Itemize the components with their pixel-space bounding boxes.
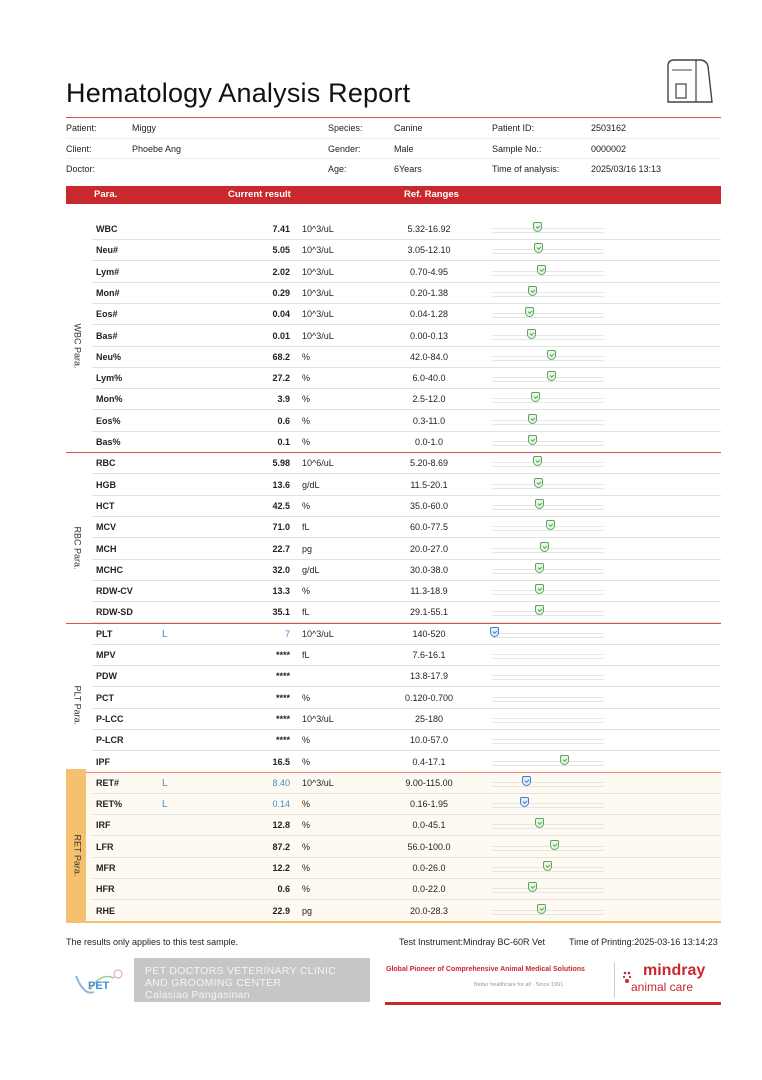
param-name: Lym# (96, 266, 120, 277)
group-label: WBC Para. (72, 323, 83, 369)
param-name: Mon% (96, 394, 123, 405)
param-name: RDW-CV (96, 586, 133, 597)
result-value: 0.14 (272, 799, 290, 810)
normal-marker-icon (534, 478, 543, 488)
result-row (66, 517, 721, 538)
reference-range: 0.120-0.700 (404, 692, 454, 703)
param-name: P-LCR (96, 735, 124, 746)
reference-range: 29.1-55.1 (409, 607, 449, 618)
normal-marker-icon (533, 222, 542, 232)
normal-marker-icon (535, 584, 544, 594)
result-unit: 10^3/uL (302, 628, 334, 639)
range-bar (492, 292, 604, 297)
range-bar (492, 420, 604, 425)
abnormal-flag: L (162, 777, 168, 789)
result-row (66, 411, 721, 432)
result-value: **** (275, 713, 290, 724)
normal-marker-icon (527, 329, 536, 339)
reference-range: 140-520 (412, 628, 446, 639)
param-name: Bas% (96, 437, 121, 447)
result-unit: pg (302, 543, 313, 554)
low-marker-icon (522, 776, 531, 786)
result-value: 13.6 (272, 479, 290, 490)
param-name: Neu# (96, 245, 119, 256)
pet-doctors-logo (70, 962, 130, 1000)
param-name: Mon# (96, 287, 120, 298)
result-value: 7 (284, 628, 290, 639)
result-unit: 10^3/uL (302, 330, 334, 341)
group-label: RBC Para. (72, 526, 83, 570)
mindray-animal-care: animal care (631, 980, 694, 994)
normal-marker-icon (543, 861, 552, 871)
reference-range: 5.20-8.69 (409, 458, 449, 469)
result-value: 0.04 (272, 309, 290, 320)
reference-range: 10.0-57.0 (409, 735, 449, 746)
normal-marker-icon (528, 414, 537, 424)
result-row (66, 347, 721, 368)
reference-range: 0.4-17.1 (412, 756, 446, 767)
low-marker-icon (490, 627, 499, 637)
range-bar (492, 803, 604, 808)
reference-range: 0.70-4.95 (409, 266, 449, 277)
range-bar (492, 846, 604, 851)
result-unit: fL (302, 522, 310, 533)
range-bar (492, 335, 604, 340)
result-value: 87.2 (272, 841, 290, 852)
reference-range: 25-180 (414, 713, 444, 724)
param-name: HFR (96, 884, 115, 895)
range-bar (492, 739, 604, 744)
patient-value: Miggy (132, 123, 157, 133)
clinic-name-line2: AND GROOMING CENTER (145, 977, 282, 989)
result-row (66, 645, 721, 666)
reference-range: 5.32-16.92 (407, 224, 451, 234)
result-row (66, 539, 721, 560)
reference-range: 0.0-22.0 (412, 884, 446, 895)
result-value: 35.1 (272, 607, 290, 618)
gender-label: Gender: (328, 144, 361, 154)
result-unit: % (302, 863, 311, 873)
reference-range: 60.0-77.5 (409, 522, 449, 533)
result-value: 71.0 (272, 522, 290, 533)
result-unit: 10^3/uL (302, 287, 334, 298)
range-bar (492, 271, 604, 276)
result-row (66, 815, 721, 836)
result-unit: % (302, 735, 311, 746)
header-current-result: Current result (228, 189, 291, 200)
param-name: Neu% (96, 351, 122, 362)
param-name: Eos% (96, 415, 121, 426)
result-value: **** (275, 692, 290, 703)
reference-range: 7.6-16.1 (412, 650, 446, 660)
result-unit: g/dL (302, 479, 320, 490)
param-name: RBC (96, 458, 116, 469)
result-row (66, 602, 721, 623)
age-value: 6Years (394, 164, 422, 174)
normal-marker-icon (540, 542, 549, 552)
result-row (66, 304, 721, 325)
param-name: IRF (96, 820, 111, 831)
result-row (66, 794, 721, 815)
title-rule (66, 117, 721, 118)
result-unit: % (302, 500, 311, 511)
info-divider-1 (66, 138, 721, 139)
result-unit: fL (302, 607, 310, 618)
result-row (66, 730, 721, 751)
abnormal-flag: L (162, 628, 168, 640)
range-bar (492, 761, 604, 766)
result-unit: 10^3/uL (302, 777, 334, 788)
result-unit: 10^3/uL (302, 245, 334, 256)
param-name: P-LCC (96, 713, 124, 724)
result-value: 0.1 (277, 437, 290, 447)
client-value: Phoebe Ang (132, 144, 182, 154)
param-name: MCH (96, 543, 117, 554)
reference-range: 6.0-40.0 (412, 373, 446, 384)
normal-marker-icon (547, 350, 556, 360)
range-bar (492, 718, 604, 723)
param-name: PCT (96, 692, 114, 703)
results-note: The results only applies to this test sample. (66, 937, 239, 947)
param-name: WBC (96, 224, 118, 234)
group-label: PLT Para. (72, 685, 83, 726)
result-value: 8.40 (272, 777, 290, 788)
param-name: RHE (96, 905, 116, 916)
param-name: RDW-SD (96, 607, 133, 618)
result-value: 22.7 (272, 543, 290, 554)
range-bar (492, 505, 604, 510)
reference-range: 42.0-84.0 (409, 351, 449, 362)
patient-id-value: 2503162 (591, 123, 627, 133)
patient-id-label: Patient ID: (492, 123, 535, 133)
param-name: PDW (96, 671, 117, 682)
abnormal-flag: L (162, 799, 168, 811)
result-value: 12.8 (272, 820, 290, 831)
result-row (66, 560, 721, 581)
group-label: RET Para. (72, 834, 83, 877)
result-unit: % (302, 351, 311, 362)
result-value: 68.2 (272, 351, 290, 362)
range-bar (492, 824, 604, 829)
result-value: 0.01 (272, 330, 290, 341)
param-name: HGB (96, 479, 116, 490)
result-row (66, 858, 721, 879)
normal-marker-icon (534, 243, 543, 253)
range-bar (492, 569, 604, 574)
report-title: Hematology Analysis Report (66, 78, 411, 108)
param-name: HCT (96, 500, 115, 511)
range-bar (492, 888, 604, 893)
result-unit: 10^3/uL (302, 224, 334, 234)
clinic-location: Calasiao Pangasinan (145, 989, 250, 1001)
reference-range: 11.3-18.9 (410, 586, 448, 597)
result-row (66, 283, 721, 304)
result-row (66, 219, 721, 240)
range-bar (492, 441, 604, 446)
sample-no-value: 0000002 (591, 144, 627, 154)
param-name: Bas# (96, 330, 118, 341)
param-name: LFR (96, 841, 114, 852)
result-unit: % (302, 820, 311, 831)
result-value: 16.5 (272, 756, 290, 767)
range-bar (492, 228, 604, 233)
result-value: 3.9 (277, 394, 290, 405)
result-row (66, 475, 721, 496)
param-name: MFR (96, 863, 116, 873)
info-divider-2 (66, 158, 721, 159)
reference-range: 2.5-12.0 (412, 394, 446, 405)
result-value: 2.02 (272, 266, 290, 277)
normal-marker-icon (531, 392, 540, 402)
species-label: Species: (328, 123, 363, 133)
reference-range: 3.05-12.10 (407, 245, 451, 256)
result-value: 42.5 (272, 500, 290, 511)
reference-range: 13.8-17.9 (409, 671, 449, 682)
reference-range: 0.16-1.95 (409, 799, 449, 810)
header-ref-ranges: Ref. Ranges (404, 189, 459, 200)
reference-range: 0.20-1.38 (409, 287, 449, 298)
range-bar (492, 590, 604, 595)
result-unit: % (302, 373, 311, 384)
banner-divider (614, 962, 615, 998)
reference-range: 0.0-1.0 (414, 437, 444, 447)
result-unit: % (302, 586, 311, 597)
range-bar (492, 611, 604, 616)
result-unit: % (302, 799, 311, 810)
normal-marker-icon (537, 265, 546, 275)
normal-marker-icon (550, 840, 559, 850)
patient-label: Patient: (66, 123, 97, 133)
result-row (66, 709, 721, 730)
result-unit: 10^3/uL (302, 309, 334, 320)
param-name: RET# (96, 777, 120, 788)
range-bar (492, 484, 604, 489)
mindray-brand: mindray (643, 962, 706, 979)
mindray-tagline: Global Pioneer of Comprehensive Animal Medical Solutions (386, 966, 585, 973)
range-bar (492, 313, 604, 318)
analysis-time-value: 2025/03/16 13:13 (591, 164, 662, 174)
printing-time: Time of Printing:2025-03-16 13:14:23 (569, 937, 718, 947)
result-unit: % (302, 841, 311, 852)
result-value: 12.2 (272, 863, 290, 873)
reference-range: 9.00-115.00 (405, 777, 453, 788)
range-bar (492, 910, 604, 915)
range-bar (492, 675, 604, 680)
param-name: RET% (96, 799, 123, 810)
param-name: MCV (96, 522, 116, 533)
analysis-time-label: Time of analysis: (492, 164, 560, 174)
result-row (66, 453, 721, 474)
result-unit: 10^6/uL (302, 458, 334, 469)
result-row (66, 368, 721, 389)
result-unit: 10^3/uL (302, 713, 334, 724)
result-value: 13.3 (272, 586, 290, 597)
reference-range: 0.04-1.28 (409, 309, 449, 320)
result-value: **** (275, 671, 290, 682)
result-row (66, 901, 721, 922)
normal-marker-icon (535, 563, 544, 573)
test-instrument: Test Instrument:Mindray BC-60R Vet (399, 937, 546, 947)
pet-logo-text: PET (88, 980, 110, 992)
result-unit: % (302, 437, 311, 447)
client-label: Client: (66, 144, 92, 154)
result-value: 0.6 (277, 884, 290, 895)
result-value: **** (275, 735, 290, 746)
result-value: 0.6 (277, 415, 290, 426)
age-label: Age: (328, 164, 347, 174)
table-bottom-rule (66, 921, 721, 923)
result-value: 27.2 (272, 373, 290, 384)
range-bar (492, 633, 604, 638)
reference-range: 56.0-100.0 (407, 841, 451, 852)
range-bar (492, 462, 604, 467)
normal-marker-icon (535, 499, 544, 509)
range-bar (492, 697, 604, 702)
result-value: 22.9 (272, 905, 290, 916)
doctor-label: Doctor: (66, 164, 96, 174)
result-value: 32.0 (272, 564, 290, 575)
result-unit: pg (302, 905, 313, 916)
result-row (66, 581, 721, 602)
result-unit: g/dL (302, 564, 320, 575)
result-value: 7.41 (272, 224, 290, 234)
result-unit: % (302, 415, 311, 426)
result-row (66, 879, 721, 900)
normal-marker-icon (533, 456, 542, 466)
param-name: MPV (96, 650, 116, 660)
reference-range: 20.0-28.3 (409, 905, 449, 916)
range-bar (492, 249, 604, 254)
result-unit: 10^3/uL (302, 266, 334, 277)
table-header (66, 186, 721, 204)
result-row (66, 496, 721, 517)
result-unit: % (302, 756, 311, 767)
range-bar (492, 782, 604, 787)
range-bar (492, 398, 604, 403)
reference-range: 0.0-45.1 (412, 820, 446, 831)
param-name: IPF (96, 756, 111, 767)
reference-range: 35.0-60.0 (409, 500, 449, 511)
normal-marker-icon (537, 904, 546, 914)
result-row (66, 624, 721, 645)
reference-range: 0.3-11.0 (412, 415, 446, 426)
normal-marker-icon (560, 755, 569, 765)
reference-range: 0.00-0.13 (409, 330, 449, 341)
result-unit: % (302, 394, 311, 405)
header-para: Para. (94, 189, 118, 200)
result-unit: fL (302, 650, 310, 660)
result-unit: % (302, 692, 311, 703)
normal-marker-icon (525, 307, 534, 317)
species-value: Canine (394, 123, 423, 133)
reference-range: 0.0-26.0 (412, 863, 446, 873)
reference-range: 11.5-20.1 (410, 479, 448, 490)
reference-range: 30.0-38.0 (409, 564, 449, 575)
reference-range: 20.0-27.0 (409, 543, 449, 554)
banner-red-band (385, 1002, 721, 1005)
result-row (66, 389, 721, 410)
result-value: 5.05 (272, 245, 290, 256)
gender-value: Male (394, 144, 414, 154)
param-name: Lym% (96, 373, 123, 384)
result-row (66, 262, 721, 283)
result-unit: % (302, 884, 311, 895)
result-value: 5.98 (272, 458, 290, 469)
result-row (66, 666, 721, 687)
result-row (66, 773, 721, 794)
param-name: Eos# (96, 309, 118, 320)
result-row (66, 240, 721, 261)
analyzer-device-icon (662, 56, 718, 108)
param-name: MCHC (96, 564, 123, 575)
result-value: **** (275, 650, 290, 660)
sample-no-label: Sample No.: (492, 144, 542, 154)
range-bar (492, 654, 604, 659)
param-name: PLT (96, 628, 113, 639)
clinic-name-line1: PET DOCTORS VETERINARY CLINIC (145, 965, 337, 977)
result-value: 0.29 (272, 287, 290, 298)
result-row (66, 432, 721, 453)
mindray-subtagline: Better healthcare for all · Since 1991 (474, 982, 564, 988)
